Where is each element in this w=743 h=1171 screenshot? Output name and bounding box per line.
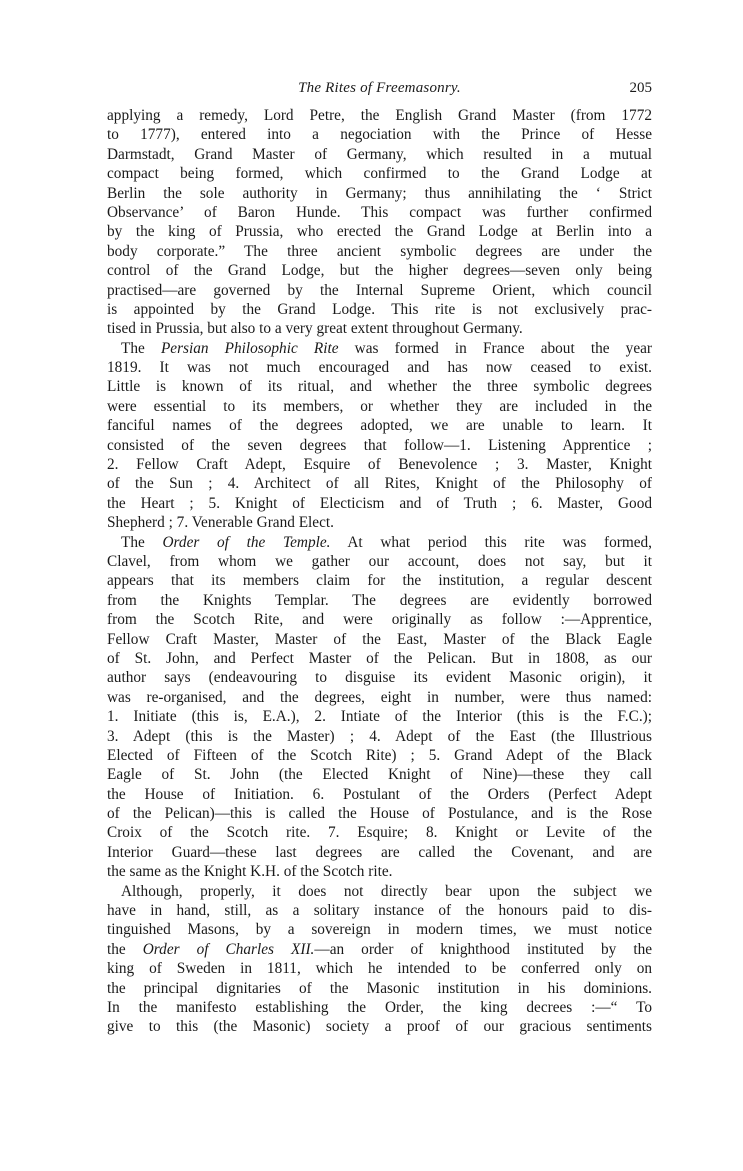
text-segment: Shepherd ; 7. Venerable Grand Elect. xyxy=(107,514,334,532)
text-segment: applying a remedy, Lord Petre, the English Grand Master (from 1772 xyxy=(107,107,652,124)
text-segment: the xyxy=(107,940,143,958)
text-line xyxy=(107,649,652,668)
text-line xyxy=(107,571,652,590)
text-segment: the same as the Knight K.H. of the Scotch rite. xyxy=(107,863,393,881)
text-segment: At what period this rite was formed, xyxy=(330,533,653,551)
text-segment: Eagle of St. John (the Elected Knight of Nine)—these they call xyxy=(107,766,652,784)
text-segment: from the Knights Templar. The degrees are evidently borrowed xyxy=(107,591,652,609)
text-line xyxy=(107,474,652,493)
text-segment: was formed in France about the year xyxy=(338,339,653,357)
text-segment: was re-organised, and the degrees, eight in number, were thus named: xyxy=(107,688,652,706)
text-segment: by the king of Prussia, who erected the Grand Lodge at Berlin into a xyxy=(107,223,652,241)
text-segment: author says (endeavouring to disguise its evident Masonic origin), it xyxy=(107,669,652,687)
text-segment: body corporate.” The three ancient symbolic degrees are under the xyxy=(107,242,652,260)
text-line xyxy=(107,979,652,998)
text-segment: The xyxy=(121,339,161,357)
text-segment: In the manifesto establishing the Order, the king decrees :—“ To xyxy=(107,998,652,1016)
text-segment: of the Sun ; 4. Architect of all Rites, Knight of the Philosophy of xyxy=(107,475,652,493)
text-segment: Although, properly, it does not directly bear upon the subject we xyxy=(121,882,652,900)
text-line xyxy=(107,843,652,862)
text-line xyxy=(107,901,652,920)
text-line xyxy=(107,513,652,532)
text-segment: compact being formed, which confirmed to the Grand Lodge at xyxy=(107,165,652,183)
text-segment: the House of Initiation. 6. Postulant of the Orders (Perfect Adept xyxy=(107,785,652,803)
text-line xyxy=(107,959,652,978)
text-segment: to 1777), entered into a negociation with the Prince of Hesse xyxy=(107,126,652,144)
text-segment: of the Pelican)—this is called the House of Postulance, and is the Rose xyxy=(107,805,652,823)
italic-phrase: Order of the Temple. xyxy=(162,533,331,551)
text-segment: of St. John, and Perfect Master of the Pelican. But in 1808, as our xyxy=(107,649,652,667)
text-line xyxy=(107,494,652,513)
text-segment: consisted of the seven degrees that follow—1. Listening Apprentice ; xyxy=(107,436,652,454)
running-title: The Rites of Freemasonry. xyxy=(298,80,461,96)
text-line xyxy=(107,591,652,610)
page-number: 205 xyxy=(629,80,652,96)
text-line xyxy=(107,727,652,746)
text-line xyxy=(107,746,652,765)
text-segment: Observance’ of Baron Hunde. This compact was further confirmed xyxy=(107,203,652,221)
text-segment: is appointed by the Grand Lodge. This rite is not exclusively prac- xyxy=(107,300,652,318)
text-segment: were essential to its members, or whether they are included in the xyxy=(107,397,652,415)
text-line xyxy=(107,261,652,280)
text-line xyxy=(107,688,652,707)
text-line xyxy=(107,920,652,939)
text-segment: tised in Prussia, but also to a very great extent throughout Germany. xyxy=(107,320,523,338)
text-segment: the Heart ; 5. Knight of Electicism and of Truth ; 6. Master, Good xyxy=(107,494,652,512)
text-segment: Interior Guard—these last degrees are called the Covenant, and are xyxy=(107,843,652,861)
text-segment: Croix of the Scotch rite. 7. Esquire; 8. Knight or Levite of the xyxy=(107,824,652,842)
text-line xyxy=(107,882,652,901)
text-segment: —an order of knighthood instituted by the xyxy=(314,940,653,958)
text-line xyxy=(107,940,652,959)
text-line xyxy=(107,300,652,319)
text-line xyxy=(107,610,652,629)
body-text xyxy=(107,106,652,1037)
text-line xyxy=(107,416,652,435)
text-segment: 2. Fellow Craft Adept, Esquire of Benevolence ; 3. Master, Knight xyxy=(107,456,652,474)
text-line xyxy=(107,785,652,804)
text-segment: Darmstadt, Grand Master of Germany, which resulted in a mutual xyxy=(107,145,652,163)
text-segment: Clavel, from whom we gather our account, does not say, but it xyxy=(107,552,652,570)
text-segment: appears that its members claim for the institution, a regular descent xyxy=(107,572,652,590)
text-line xyxy=(107,707,652,726)
text-line xyxy=(107,377,652,396)
text-segment: practised—are governed by the Internal Supreme Orient, which council xyxy=(107,281,652,299)
text-segment: 1819. It was not much encouraged and has now ceased to exist. xyxy=(107,359,652,377)
running-head xyxy=(107,80,652,106)
text-line xyxy=(107,106,652,125)
text-line xyxy=(107,281,652,300)
text-line xyxy=(107,164,652,183)
text-segment: tinguished Masons, by a sovereign in modern times, we must notice xyxy=(107,921,652,939)
text-line xyxy=(107,222,652,241)
text-line xyxy=(107,125,652,144)
book-page xyxy=(107,80,652,1037)
text-line xyxy=(107,203,652,222)
italic-phrase: Persian Philosophic Rite xyxy=(160,339,339,357)
text-segment: give to this (the Masonic) society a proof of our gracious sentiments xyxy=(107,1018,652,1036)
italic-phrase: Order of Charles XII. xyxy=(142,940,315,958)
text-segment: 3. Adept (this is the Master) ; 4. Adept of the East (the Illustrious xyxy=(107,727,652,745)
text-segment: Little is known of its ritual, and whether the three symbolic degrees xyxy=(107,378,652,396)
text-line xyxy=(107,533,652,552)
text-line xyxy=(107,436,652,455)
text-segment: Fellow Craft Master, Master of the East, Master of the Black Eagle xyxy=(107,630,652,648)
text-line xyxy=(107,804,652,823)
text-line xyxy=(107,339,652,358)
text-line xyxy=(107,862,652,881)
text-line xyxy=(107,630,652,649)
text-line xyxy=(107,552,652,571)
text-segment: The xyxy=(121,533,163,551)
text-line xyxy=(107,823,652,842)
text-line xyxy=(107,184,652,203)
text-line xyxy=(107,242,652,261)
text-line xyxy=(107,668,652,687)
text-segment: king of Sweden in 1811, which he intended to be conferred only on xyxy=(107,960,652,978)
text-segment: have in hand, still, as a solitary instance of the honours paid to dis- xyxy=(107,902,652,920)
text-line xyxy=(107,765,652,784)
text-segment: control of the Grand Lodge, but the higher degrees—seven only being xyxy=(107,262,652,280)
text-segment: Elected of Fifteen of the Scotch Rite) ; 5. Grand Adept of the Black xyxy=(107,746,652,764)
text-segment: Berlin the sole authority in Germany; thus annihilating the ‘ Strict xyxy=(107,184,652,202)
text-line xyxy=(107,319,652,338)
text-line xyxy=(107,358,652,377)
text-line xyxy=(107,397,652,416)
text-line xyxy=(107,145,652,164)
text-segment: fanciful names of the degrees adopted, we are unable to learn. It xyxy=(107,417,652,435)
text-segment: 1. Initiate (this is, E.A.), 2. Intiate of the Interior (this is the F.C.); xyxy=(107,708,652,726)
text-line xyxy=(107,998,652,1017)
text-segment: the principal dignitaries of the Masonic institution in his dominions. xyxy=(107,979,652,997)
text-line xyxy=(107,1017,652,1036)
text-line xyxy=(107,455,652,474)
text-segment: from the Scotch Rite, and were originally as follow :—Apprentice, xyxy=(107,611,652,629)
